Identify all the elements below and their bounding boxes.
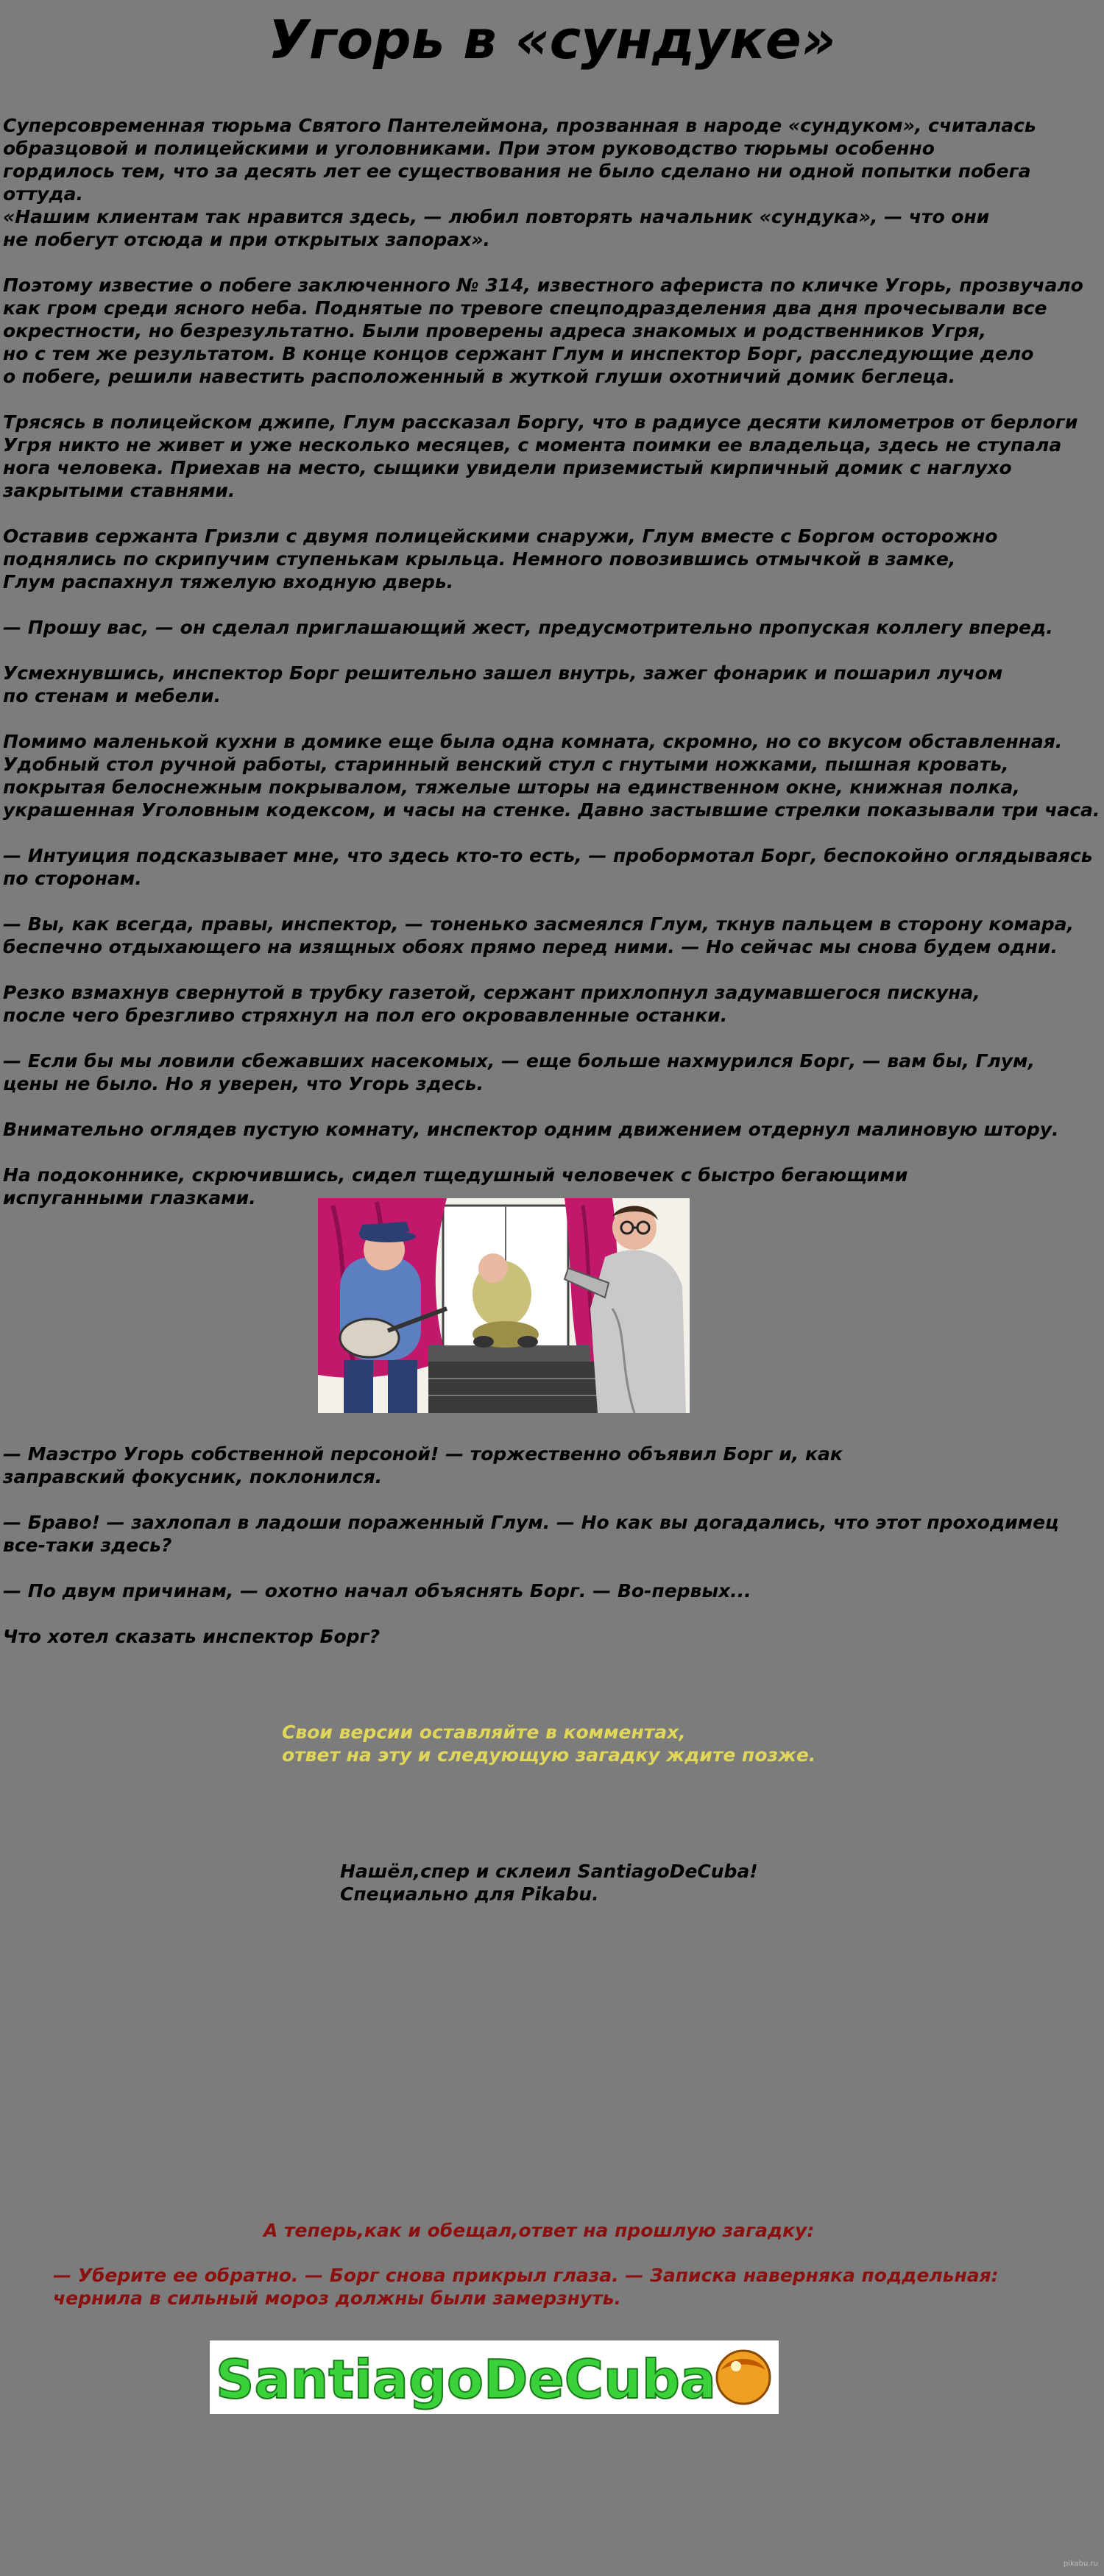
story-paragraph: Усмехнувшись, инспектор Борг решительно зашел внутрь, зажег фонарик и пошарил лучом по стенам и мебели. [3,662,1003,707]
story-paragraph: Внимательно оглядев пустую комнату, инспектор одним движением отдернул малиновую штору. [3,1119,1059,1140]
story-paragraph: — Вы, как всегда, правы, инспектор, — тоненько засмеялся Глум, ткнув пальцем в сторону комара, беспечно отдыхающего на изящных обоях прямо перед ними. — Но сейчас мы снова будем одни. [3,913,1074,958]
illustration-drawing [318,1198,690,1413]
answer-text: — Уберите ее обратно. — Борг снова прикрыл глаза. — Записка наверняка поддельная: чернила в сильный мороз должны были замерзнуть. [53,2265,999,2309]
story-paragraph: Трясясь в полицейском джипе, Глум рассказал Боргу, что в радиусе десяти километров от берлоги Угря никто не живет и уже несколько месяцев, с момента поимки ее владельца, здесь не ступала нога человека. Приехав на место, сыщики увидели приземистый кирпичный домик с наглухо закрытыми ставнями. [3,411,1078,501]
story-paragraph: Помимо маленькой кухни в домике еще была одна комната, скромно, но со вкусом обставленная. Удобный стол ручной работы, старинный венский стул с гнутыми ножками, пышная кровать, покрытая белоснежным покрывалом, тяжелые шторы на единственном окне, книжная полка, украшенная Уголовным кодексом, и часы на стенке. Давно застывшие стрелки показывали три часа. [3,731,1100,821]
inspector-figure [590,1250,686,1413]
story-paragraph: — Прошу вас, — он сделал приглашающий жест, предусмотрительно пропуская коллегу вперед. [3,617,1053,638]
watermark: pikabu.ru [1063,2560,1098,2568]
story-paragraph: Поэтому известие о побеге заключенного № 314, известного афериста по кличке Угорь, прозвучало как гром среди ясного неба. Поднятые по тревоге спецподразделения два дня прочесывали все окрестности, но безрезультатно. Были проверены адреса знакомых и родственников Угря, но с тем же результатом. В конце концов сержант Глум и инспектор Борг, расследующие дело о побеге, решили навестить расположенный в жуткой глуши охотничий домик беглеца. [3,275,1083,387]
story-paragraph: Резко взмахнув свернутой в трубку газетой, сержант прихлопнул задумавшегося пискуна, после чего брезгливо стряхнул на пол его окровавленные останки. [3,982,980,1026]
story-paragraph: Суперсовременная тюрьма Святого Пантелеймона, прозванная в народе «сундуком», считалась образцовой и полицейскими и уголовниками. При этом руководство тюрьмы особенно гордилось тем, что за десять лет ее существования не было сделано ни одной попытки побега оттуда. «Нашим клиентам так нравится здесь, — любил повторять начальник «сундука», — что они не побегут отсюда и при открытых запорах». [3,115,1036,250]
story-paragraph: — По двум причинам, — охотно начал объяснять Борг. — Во-первых... [3,1580,751,1602]
answer-heading: А теперь,как и обещал,ответ на прошлую загадку: [263,2220,815,2241]
story-paragraph: На подоконнике, скрючившись, сидел тщедушный человечек с быстро бегающими испуганными глазками. [3,1164,908,1209]
story-paragraph: — Интуиция подсказывает мне, что здесь кто-то есть, — пробормотал Борг, беспокойно оглядываясь по сторонам. [3,845,1093,889]
author-logo [210,2340,779,2414]
logo-text: SantiagoDeCuba [216,2349,716,2410]
story-paragraph: — Маэстро Угорь собственной персоной! — торжественно объявил Борг и, как заправский фокусник, поклонился. [3,1443,843,1487]
story-paragraph: Оставив сержанта Гризли с двумя полицейскими снаружи, Глум вместе с Боргом осторожно поднялись по скрипучим ступенькам крыльца. Немного повозившись отмычкой в замке, Глум распахнул тяжелую входную дверь. [3,526,998,592]
story-paragraph: — Если бы мы ловили сбежавших насекомых, — еще больше нахмурился Борг, — вам бы, Глум, цены не было. Но я уверен, что Угорь здесь. [3,1050,1035,1094]
story-question: Что хотел сказать инспектор Борг? [3,1626,381,1647]
logo-ball-icon [717,2351,770,2404]
comments-note: Свои версии оставляйте в комментах, ответ на эту и следующую загадку ждите позже. [282,1722,816,1766]
credit-note: Нашёл,спер и склеил SantiagoDeCuba! Специально для Pikabu. [340,1861,758,1905]
window-sill [428,1345,590,1362]
story-illustration [318,1198,690,1413]
story-text-part-2 [3,1443,1101,1671]
page-title: Угорь в «сундуке» [268,9,836,71]
story-text-part-1 [3,114,1101,1232]
story-paragraph: — Браво! — захлопал в ладоши пораженный Глум. — Но как вы догадались, что этот проходимец все-таки здесь? [3,1512,1059,1556]
